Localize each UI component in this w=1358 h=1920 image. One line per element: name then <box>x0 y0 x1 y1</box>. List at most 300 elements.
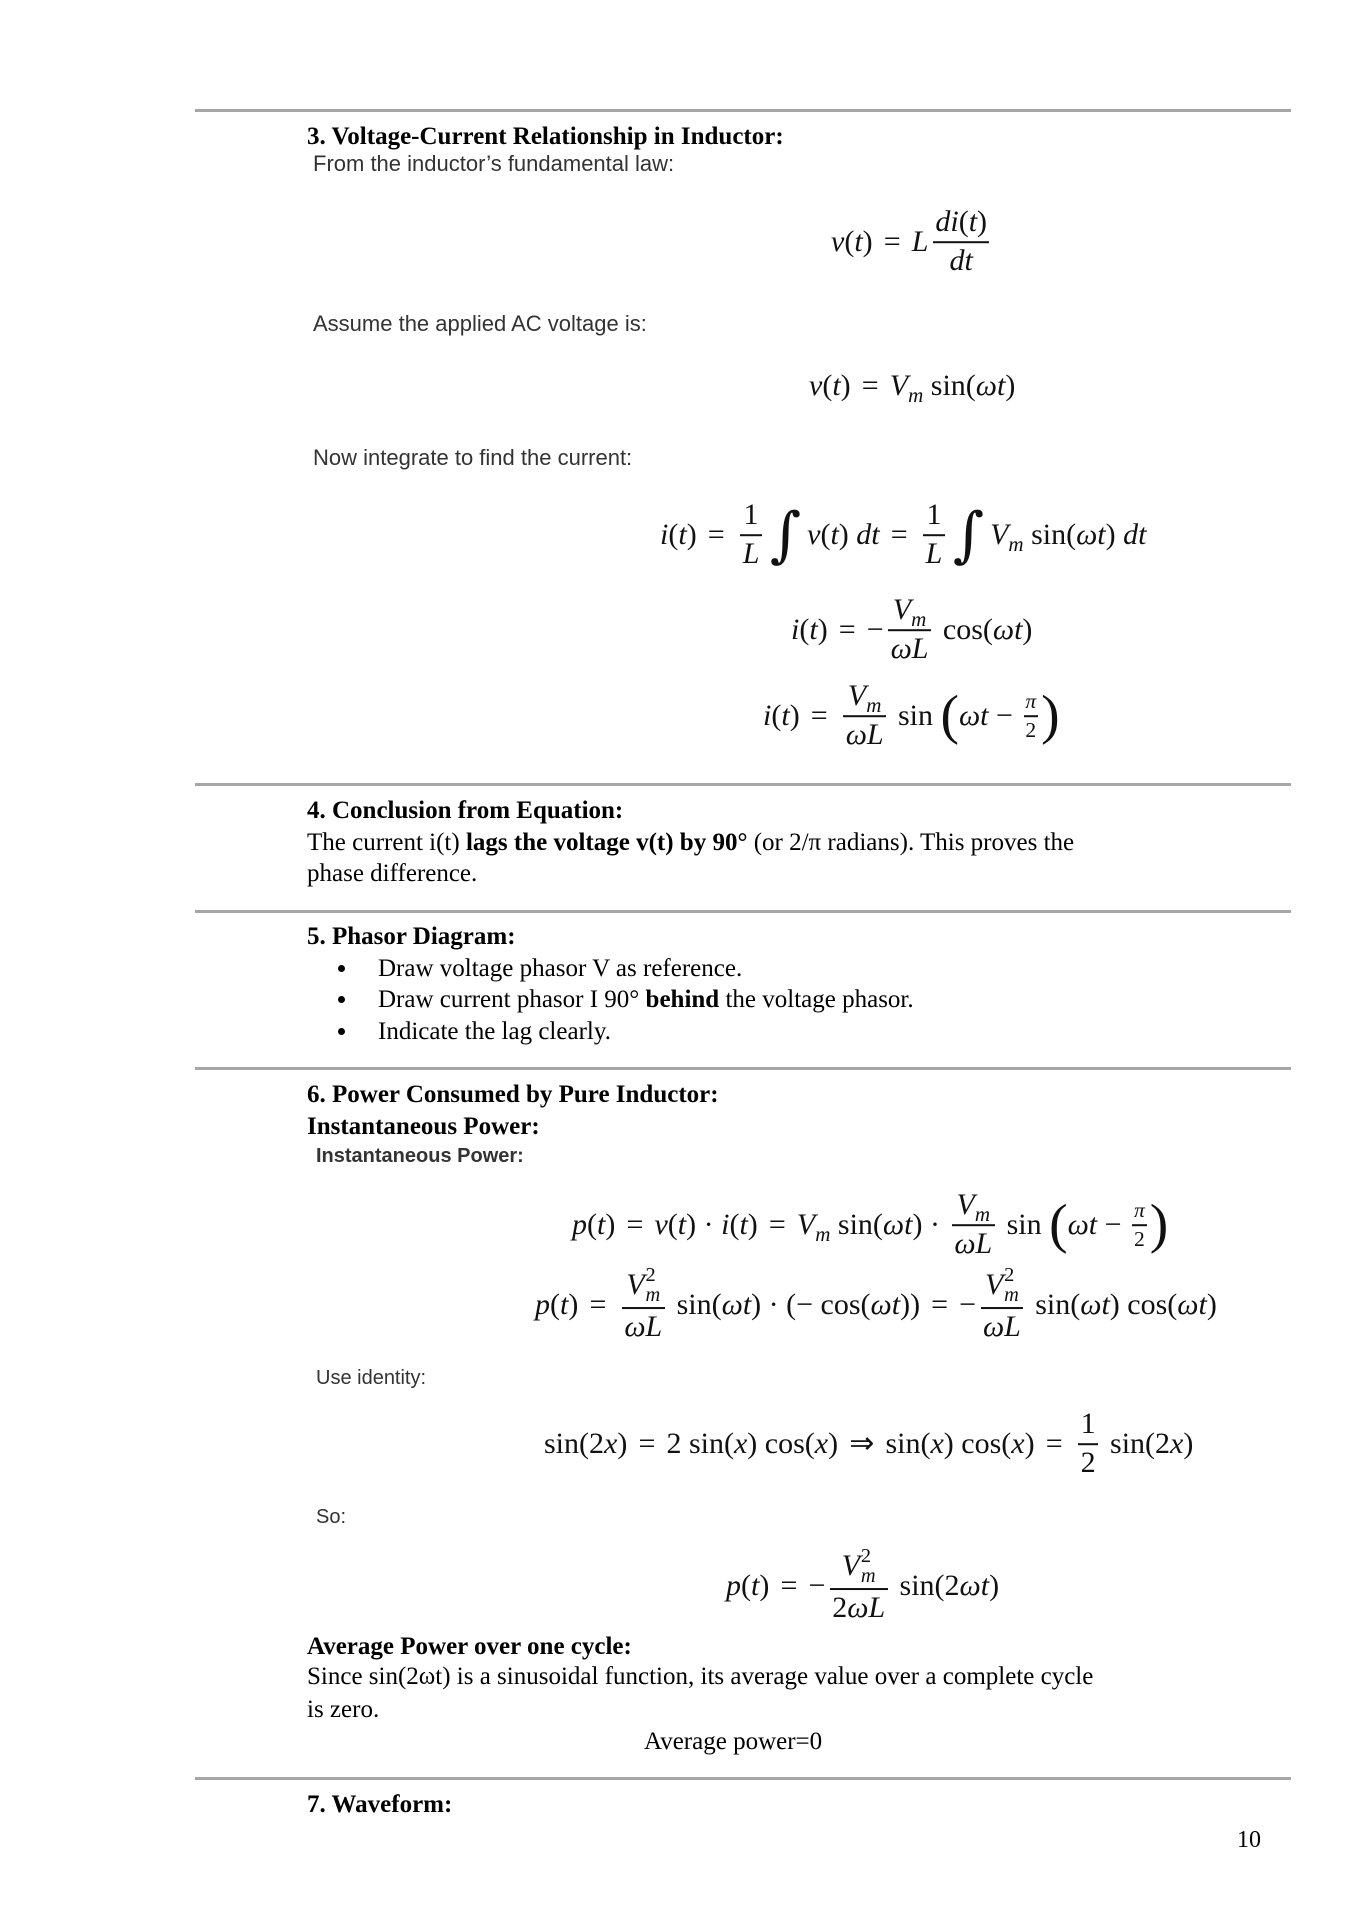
conclusion-line-2: phase difference. <box>307 860 478 887</box>
fraction-denominator <box>740 537 761 572</box>
math-operator <box>830 1208 838 1241</box>
math-text <box>1081 1407 1096 1442</box>
math-variable: t <box>677 1208 687 1241</box>
subscript: m <box>911 606 927 631</box>
math-function: sin <box>544 1427 580 1460</box>
math-relation: = <box>931 1288 949 1321</box>
math-variable: d <box>1123 518 1139 551</box>
math-operator: ( <box>1167 1288 1178 1321</box>
math-variable: ω <box>958 699 981 732</box>
math-operator: ( <box>799 613 810 646</box>
math-operator: )) <box>900 1288 928 1321</box>
math-text <box>890 698 940 734</box>
fraction-denominator <box>1132 1227 1146 1252</box>
current-sine-equation <box>763 679 1060 753</box>
math-text <box>830 1207 947 1243</box>
math-function: sin <box>1035 1288 1071 1321</box>
math-text <box>846 718 884 753</box>
fraction <box>830 1546 888 1626</box>
fraction-numerator <box>624 1265 663 1306</box>
math-variable: t <box>739 1208 748 1241</box>
math-operator: ) <box>943 1427 962 1460</box>
math-operator <box>669 1288 677 1321</box>
math-variable: ω <box>624 1310 646 1344</box>
math-text <box>1103 1426 1194 1462</box>
math-variable: t <box>964 244 973 278</box>
math-operator: − <box>988 699 1021 732</box>
math-variable: ω <box>1067 1208 1089 1241</box>
math-operator: ) <box>1105 518 1124 551</box>
math-variable: V <box>956 1188 975 1222</box>
math-function: sin <box>688 1427 724 1460</box>
math-text <box>950 244 973 279</box>
subscripted-symbol <box>796 1207 831 1246</box>
math-operator: ) <box>1183 1427 1194 1460</box>
math-operator: ) · <box>686 1208 722 1241</box>
subscripted-superscripted-symbol <box>985 1265 1019 1306</box>
script-stack <box>861 1546 876 1587</box>
math-text <box>669 1287 976 1323</box>
math-variable: V <box>796 1208 816 1241</box>
bullet-icon <box>338 1028 345 1035</box>
fraction-numerator <box>839 1546 878 1587</box>
bullet-text: Draw current phasor I 90° <box>378 986 646 1013</box>
math-variable: ω <box>1177 1288 1199 1321</box>
parenthesized-group <box>940 685 1060 747</box>
math-operator: ( <box>844 225 855 258</box>
math-variable: ω <box>882 1208 905 1241</box>
subscript: m <box>908 382 924 407</box>
fraction-bar <box>830 1588 888 1590</box>
math-variable: t <box>1138 518 1147 551</box>
math-variable: L <box>868 1591 886 1625</box>
math-operator: ( <box>550 1288 560 1321</box>
math-variable: π <box>1134 1198 1145 1223</box>
math-variable: L <box>975 1227 993 1261</box>
math-function: sin <box>1110 1427 1146 1460</box>
math-operator: ) · (− <box>751 1288 821 1321</box>
math-operator: − <box>951 1288 977 1321</box>
math-variable: t <box>1014 613 1023 646</box>
identity-intro-text: Use identity: <box>316 1367 427 1389</box>
math-variable: ω <box>975 369 997 402</box>
math-function: cos <box>1127 1288 1168 1321</box>
bullet-text: the voltage phasor. <box>719 986 914 1013</box>
fraction-numerator <box>954 1188 992 1226</box>
math-function: cos <box>961 1427 1002 1460</box>
math-operator: ) <box>789 699 808 732</box>
math-function: sin <box>899 1569 935 1602</box>
math-operator: ) <box>838 518 857 551</box>
math-variable: t <box>996 369 1006 402</box>
fraction-denominator <box>830 1591 888 1626</box>
math-variable: t <box>980 1569 990 1602</box>
section-divider <box>195 109 1291 112</box>
math-text <box>1025 718 1036 743</box>
fraction-numerator <box>1132 1198 1146 1223</box>
math-variable: x <box>604 1427 618 1460</box>
math-text <box>1134 1198 1145 1223</box>
math-text <box>832 1591 885 1626</box>
power-result-equation <box>726 1546 999 1626</box>
fraction-denominator <box>843 718 886 753</box>
math-operator: 2 <box>1080 1446 1096 1480</box>
math-operator: − <box>1097 1208 1130 1241</box>
instantaneous-power-heading: Instantaneous Power: <box>307 1113 540 1140</box>
math-variable: t <box>560 1288 569 1321</box>
subscript: m <box>815 1221 831 1246</box>
math-operator: 1 <box>743 498 759 532</box>
math-variable: V <box>984 1268 1004 1302</box>
section-6-heading: 6. Power Consumed by Pure Inductor: <box>307 1081 719 1108</box>
math-variable: t <box>854 225 863 258</box>
math-operator: ( <box>587 1208 597 1241</box>
math-operator: ) <box>828 1427 846 1460</box>
math-operator: ) <box>568 1288 586 1321</box>
math-relation: = <box>707 518 725 551</box>
fraction <box>933 205 989 279</box>
fraction-bar <box>622 1307 665 1309</box>
fraction-denominator <box>1024 718 1038 743</box>
instantaneous-power-equation <box>572 1188 1168 1262</box>
math-variable: ω <box>992 613 1015 646</box>
math-operator: 2 <box>658 1427 689 1460</box>
math-function: sin <box>1006 1208 1042 1241</box>
math-function: cos <box>942 613 983 646</box>
math-text <box>831 224 928 260</box>
math-operator: 2 <box>832 1591 848 1625</box>
math-text <box>983 1310 1021 1345</box>
math-operator <box>892 1569 900 1602</box>
math-operator: 1 <box>1080 1407 1096 1441</box>
math-relation: = <box>838 613 856 646</box>
superscript: 2 <box>1004 1264 1015 1287</box>
phasor-bullet-1: Draw voltage phasor V as reference. <box>378 955 743 982</box>
parenthesized-group <box>1049 1194 1169 1256</box>
fraction <box>981 1265 1024 1345</box>
expanded-power-equation <box>535 1265 1217 1345</box>
math-variable: L <box>742 537 760 571</box>
section-divider <box>195 910 1291 913</box>
math-operator <box>1066 1427 1074 1460</box>
subscript: m <box>645 1284 661 1307</box>
math-variable: ω <box>870 1288 892 1321</box>
subscripted-symbol <box>892 593 927 631</box>
math-variable: ω <box>959 1569 981 1602</box>
math-variable: d <box>935 205 951 239</box>
math-operator: ) <box>686 518 705 551</box>
conclusion-text: The current i(t) <box>307 829 466 856</box>
section-4-heading: 4. Conclusion from Equation: <box>307 797 624 824</box>
math-variable: L <box>925 537 943 571</box>
math-text <box>923 368 1015 404</box>
math-operator <box>890 699 898 732</box>
fraction-denominator <box>981 1310 1024 1345</box>
math-text <box>791 612 884 648</box>
math-variable: t <box>809 613 818 646</box>
math-operator <box>880 518 888 551</box>
math-operator <box>999 1208 1007 1241</box>
math-operator: ) <box>1109 1288 1128 1321</box>
math-operator: ( <box>982 613 993 646</box>
fraction-bar <box>1078 1443 1098 1445</box>
math-relation: = <box>626 1208 644 1241</box>
math-relation: = <box>768 1208 786 1241</box>
voltage-intro-text: Assume the applied AC voltage is: <box>313 311 647 336</box>
trig-identity-equation <box>544 1407 1193 1481</box>
math-relation: = <box>810 699 828 732</box>
math-variable: p <box>535 1288 550 1321</box>
math-relation: = <box>1045 1427 1063 1460</box>
math-operator: ( <box>1066 518 1077 551</box>
math-variable: t <box>832 369 841 402</box>
math-text <box>959 698 1020 734</box>
math-operator: ( <box>820 518 831 551</box>
math-function: sin <box>885 1427 921 1460</box>
math-function: cos <box>820 1288 861 1321</box>
math-operator: ( <box>723 1427 734 1460</box>
math-text <box>935 612 1032 648</box>
math-function: sin <box>897 699 933 732</box>
math-variable: x <box>1011 1427 1025 1460</box>
superscript: 2 <box>645 1264 656 1287</box>
math-text <box>892 1568 999 1604</box>
math-variable: t <box>871 518 880 551</box>
math-operator: ) <box>747 1427 765 1460</box>
fraction-denominator <box>952 1227 995 1262</box>
math-variable: t <box>830 518 839 551</box>
subscripted-superscripted-symbol <box>626 1265 660 1306</box>
math-variable: V <box>889 369 909 402</box>
fraction-bar <box>981 1307 1024 1309</box>
math-operator <box>935 613 943 646</box>
fraction <box>1078 1407 1098 1481</box>
math-text <box>891 632 929 667</box>
fraction <box>952 1188 995 1262</box>
subscript: m <box>866 692 882 717</box>
fraction-numerator <box>845 679 883 717</box>
math-variable: i <box>721 1208 730 1241</box>
math-variable: v <box>654 1208 668 1241</box>
math-variable: ω <box>1080 1288 1102 1321</box>
fraction-denominator <box>1078 1446 1098 1481</box>
math-variable: v <box>807 518 821 551</box>
math-variable: x <box>733 1427 748 1460</box>
section-3-heading: 3. Voltage-Current Relationship in Inductor: <box>307 123 784 150</box>
math-variable: L <box>1004 1310 1021 1344</box>
math-variable: i <box>660 518 669 551</box>
law-intro-text: From the inductor’s fundamental law: <box>313 151 675 176</box>
current-cosine-equation <box>791 593 1032 667</box>
math-variable: ω <box>847 1591 869 1625</box>
section-divider <box>195 783 1291 786</box>
math-text <box>624 1310 662 1345</box>
page-number: 10 <box>1237 1827 1261 1853</box>
math-variable: L <box>645 1310 663 1344</box>
math-operator: − <box>859 613 884 646</box>
left-parenthesis: ( <box>1049 1194 1068 1256</box>
fraction <box>843 679 886 753</box>
math-text <box>999 1207 1049 1243</box>
math-operator <box>1024 518 1032 551</box>
math-operator: − <box>800 1569 826 1602</box>
math-variable: L <box>911 632 929 666</box>
math-operator: (2 <box>934 1569 960 1602</box>
math-text <box>1081 1446 1096 1481</box>
math-function: sin <box>837 1208 873 1241</box>
section-divider <box>195 1067 1291 1070</box>
math-operator: ) <box>977 205 988 239</box>
math-variable: d <box>949 244 965 278</box>
math-variable: t <box>968 205 978 239</box>
math-operator: ) · <box>912 1208 948 1241</box>
right-parenthesis: ) <box>1149 1194 1169 1256</box>
math-operator: ( <box>729 1208 740 1241</box>
parenthesis-body <box>1068 1198 1150 1251</box>
math-operator: ( <box>872 1208 883 1241</box>
fraction-numerator <box>741 498 761 533</box>
subscript: m <box>860 1565 876 1588</box>
section-7-heading: 7. Waveform: <box>307 1791 453 1818</box>
math-operator <box>933 699 941 732</box>
math-operator: ( <box>741 1569 751 1602</box>
fraction-numerator <box>924 498 944 533</box>
fraction <box>622 1265 665 1345</box>
math-function: sin <box>676 1288 712 1321</box>
math-operator <box>923 369 931 402</box>
math-operator: ( <box>860 1288 871 1321</box>
math-variable: ω <box>721 1288 743 1321</box>
math-relation: = <box>780 1569 798 1602</box>
math-operator: ( <box>1070 1288 1081 1321</box>
math-variable: v <box>809 369 823 402</box>
math-variable: p <box>726 1569 741 1602</box>
math-operator: ) <box>759 1569 777 1602</box>
math-text <box>935 205 987 240</box>
math-variable: ω <box>1076 518 1098 551</box>
math-variable: t <box>781 699 790 732</box>
math-operator <box>610 1288 618 1321</box>
subscripted-superscripted-symbol <box>842 1546 876 1587</box>
math-operator <box>728 518 736 551</box>
subscripted-symbol <box>889 368 924 407</box>
subscript: m <box>1004 1284 1019 1307</box>
math-variable: t <box>1101 1288 1110 1321</box>
math-operator: ( <box>1001 1427 1012 1460</box>
math-operator: 2 <box>1025 717 1037 742</box>
subscripted-symbol <box>990 517 1024 556</box>
subscript: m <box>974 1201 991 1226</box>
fraction-numerator <box>933 205 989 240</box>
math-relation: = <box>883 225 901 258</box>
math-operator: ) <box>1206 1288 1217 1321</box>
average-power-heading: Average Power over one cycle: <box>307 1633 632 1660</box>
math-variable: i <box>763 699 772 732</box>
math-variable: t <box>597 1208 606 1241</box>
math-variable: V <box>841 1549 861 1583</box>
math-text <box>926 498 941 533</box>
average-power-line-1: Since sin(2ωt) is a sinusoidal function, its average value over a complete cycle <box>307 1663 1094 1690</box>
bullet-icon <box>338 996 345 1003</box>
fraction-bar <box>740 534 761 536</box>
math-text <box>1024 517 1147 553</box>
math-variable: x <box>814 1427 829 1460</box>
math-variable: t <box>1097 518 1106 551</box>
subscripted-symbol <box>847 679 882 717</box>
section-divider <box>195 1777 1291 1780</box>
math-operator: ( <box>667 1208 678 1241</box>
math-operator: (2 <box>1145 1427 1171 1460</box>
math-variable: x <box>930 1427 944 1460</box>
math-variable: t <box>980 699 989 732</box>
math-operator: 1 <box>926 498 942 532</box>
math-operator: ( <box>668 518 679 551</box>
math-operator: ( <box>965 369 976 402</box>
math-variable: ω <box>954 1227 976 1261</box>
conclusion-line-1 <box>307 827 1074 858</box>
math-operator: ( <box>771 699 782 732</box>
math-relation: = <box>861 369 879 402</box>
math-operator: ( <box>958 205 969 239</box>
math-relation: = <box>589 1288 607 1321</box>
math-operator: ) <box>1005 369 1016 402</box>
math-function: sin <box>1031 518 1067 551</box>
math-function: cos <box>764 1427 805 1460</box>
math-operator <box>789 1208 797 1241</box>
integral-sign: ∫ <box>769 500 802 570</box>
math-operator: ) <box>862 225 881 258</box>
math-operator <box>882 369 890 402</box>
math-variable: i <box>950 205 959 239</box>
math-operator: ) <box>840 369 859 402</box>
math-variable: V <box>892 593 912 627</box>
math-variable: t <box>751 1569 760 1602</box>
math-variable: d <box>856 518 872 551</box>
math-text <box>744 498 759 533</box>
math-text <box>1028 1287 1217 1323</box>
math-operator <box>1042 1208 1050 1241</box>
math-variable: t <box>742 1288 752 1321</box>
applied-voltage-equation <box>809 368 1016 407</box>
math-variable: V <box>990 518 1009 551</box>
math-variable: p <box>572 1208 587 1241</box>
average-power-result: Average power=0 <box>644 1728 823 1755</box>
fraction-numerator <box>983 1265 1022 1306</box>
fraction <box>740 498 761 572</box>
math-variable: v <box>831 225 845 258</box>
math-text <box>535 1287 617 1323</box>
subscripted-symbol <box>956 1188 991 1226</box>
phasor-bullet-2 <box>378 984 914 1015</box>
math-operator: ) <box>605 1208 623 1241</box>
math-variable: t <box>678 518 687 551</box>
math-operator: ) <box>989 1569 1000 1602</box>
math-operator: ( <box>804 1427 815 1460</box>
parenthesis-body <box>959 689 1041 742</box>
math-relation: = <box>638 1427 656 1460</box>
math-variable: ω <box>982 1310 1005 1344</box>
math-variable: π <box>1025 689 1037 714</box>
fraction-numerator <box>1078 1407 1098 1442</box>
math-operator: (2 <box>579 1427 605 1460</box>
so-label: So: <box>316 1506 347 1528</box>
math-operator: ) <box>817 613 836 646</box>
math-variable: t <box>1088 1208 1098 1241</box>
fraction-bar <box>923 534 944 536</box>
math-operator <box>1103 1427 1111 1460</box>
fraction-numerator <box>1024 689 1038 714</box>
math-text <box>1134 1227 1145 1252</box>
